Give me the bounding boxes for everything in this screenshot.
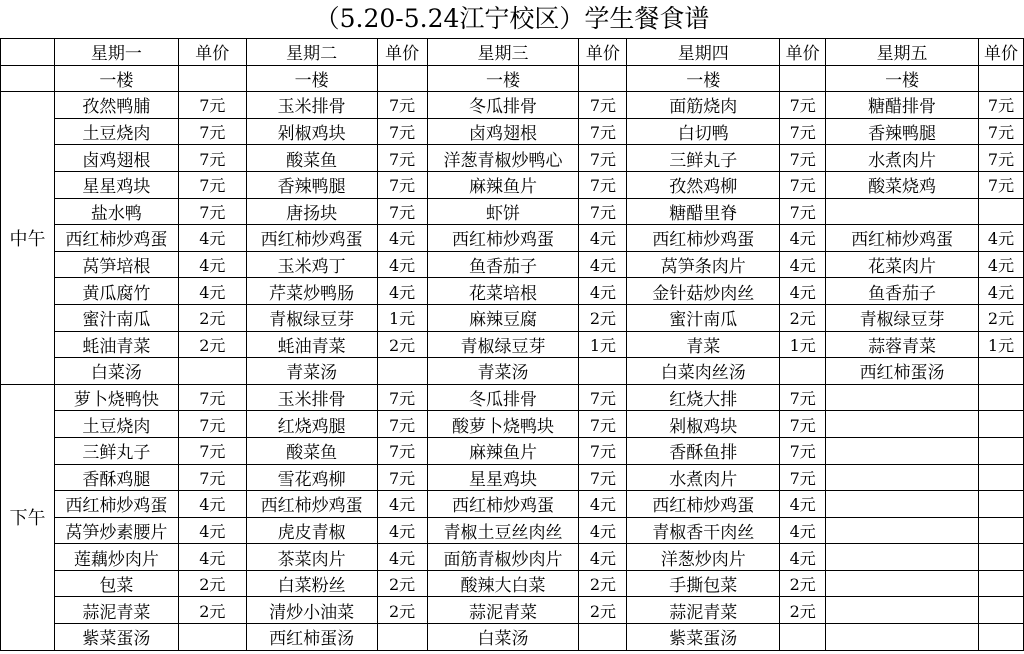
dish-price: 7元 xyxy=(978,171,1023,198)
dish-name: 唐扬块 xyxy=(246,198,377,225)
empty-cell xyxy=(978,517,1023,544)
soup-price-blank xyxy=(978,358,1023,385)
dish-price: 7元 xyxy=(978,118,1023,145)
floor-label: 一楼 xyxy=(54,65,178,92)
dish-name: 蒜泥青菜 xyxy=(54,597,178,624)
dish-name: 鱼香茄子 xyxy=(427,251,579,278)
dish-name: 红烧鸡腿 xyxy=(246,411,377,438)
dish-name: 蜜汁南瓜 xyxy=(627,304,780,331)
dish-price: 1元 xyxy=(780,331,826,358)
empty-cell xyxy=(978,437,1023,464)
dish-name: 冬瓜排骨 xyxy=(427,384,579,411)
dish-price: 7元 xyxy=(579,437,627,464)
empty-cell xyxy=(826,384,979,411)
dish-price: 7元 xyxy=(178,464,246,491)
dish-price: 7元 xyxy=(780,198,826,225)
dish-name: 洋葱炒肉片 xyxy=(627,544,780,571)
dish-price: 7元 xyxy=(579,411,627,438)
soup-row xyxy=(1,358,1024,385)
dish-name: 蚝油青菜 xyxy=(246,331,377,358)
dish-name: 土豆烧肉 xyxy=(54,118,178,145)
dish-name: 青菜 xyxy=(627,331,780,358)
dish-name: 西红柿炒鸡蛋 xyxy=(627,225,780,252)
dish-name: 卤鸡翅根 xyxy=(54,145,178,172)
table-row xyxy=(1,544,1024,571)
dish-price: 7元 xyxy=(579,145,627,172)
dish-price: 7元 xyxy=(178,118,246,145)
table-row xyxy=(1,331,1024,358)
dish-price: 4元 xyxy=(178,278,246,305)
empty-cell xyxy=(978,464,1023,491)
dish-name: 西红柿炒鸡蛋 xyxy=(246,225,377,252)
empty-cell xyxy=(978,491,1023,518)
dish-name: 蜜汁南瓜 xyxy=(54,304,178,331)
dish-name: 白切鸭 xyxy=(627,118,780,145)
soup-price-blank xyxy=(780,358,826,385)
dish-price: 4元 xyxy=(780,544,826,571)
soup-price-blank xyxy=(579,358,627,385)
dish-name: 莴笋培根 xyxy=(54,251,178,278)
dish-price: 4元 xyxy=(377,517,427,544)
table-row xyxy=(1,145,1024,172)
dish-name: 酸萝卜烧鸭块 xyxy=(427,411,579,438)
dish-name: 酸辣大白菜 xyxy=(427,570,579,597)
dish-name: 孜然鸭脯 xyxy=(54,92,178,119)
table-row xyxy=(1,198,1024,225)
dish-name: 麻辣豆腐 xyxy=(427,304,579,331)
dish-name: 西红柿炒鸡蛋 xyxy=(54,225,178,252)
dish-name: 西红柿炒鸡蛋 xyxy=(427,225,579,252)
dish-price: 7元 xyxy=(978,92,1023,119)
floor-label: 一楼 xyxy=(826,65,979,92)
table-row xyxy=(1,491,1024,518)
empty-cell xyxy=(978,624,1023,651)
price-header: 单价 xyxy=(178,39,246,66)
table-row xyxy=(1,278,1024,305)
header-row xyxy=(1,39,1024,66)
dish-price: 4元 xyxy=(780,491,826,518)
dish-price: 4元 xyxy=(178,491,246,518)
dish-name: 盐水鸭 xyxy=(54,198,178,225)
corner-cell xyxy=(1,39,55,66)
dish-price: 4元 xyxy=(178,544,246,571)
dish-price: 4元 xyxy=(178,225,246,252)
dish-price: 7元 xyxy=(178,411,246,438)
floor-price-blank xyxy=(978,65,1023,92)
dish-price: 4元 xyxy=(579,544,627,571)
dish-price: 2元 xyxy=(377,597,427,624)
table-row xyxy=(1,171,1024,198)
floor-label: 一楼 xyxy=(627,65,780,92)
dish-price: 2元 xyxy=(178,597,246,624)
table-row xyxy=(1,570,1024,597)
dish-name: 青椒绿豆芽 xyxy=(427,331,579,358)
soup-price-blank xyxy=(377,624,427,651)
dish-price: 4元 xyxy=(978,225,1023,252)
table-row xyxy=(1,437,1024,464)
dish-name: 蚝油青菜 xyxy=(54,331,178,358)
dish-price: 7元 xyxy=(178,171,246,198)
dish-price: 7元 xyxy=(377,464,427,491)
dish-name: 莴笋炒素腰片 xyxy=(54,517,178,544)
empty-cell xyxy=(978,597,1023,624)
dish-price: 7元 xyxy=(780,464,826,491)
dish-price: 7元 xyxy=(178,198,246,225)
dish-price: 7元 xyxy=(579,198,627,225)
dish-name: 花菜培根 xyxy=(427,278,579,305)
dish-price: 7元 xyxy=(780,171,826,198)
dish-name: 鱼香茄子 xyxy=(826,278,979,305)
dish-price: 7元 xyxy=(377,437,427,464)
table-row xyxy=(1,225,1024,252)
dish-price: 4元 xyxy=(377,544,427,571)
dish-name: 西红柿炒鸡蛋 xyxy=(246,491,377,518)
dish-name: 黄瓜腐竹 xyxy=(54,278,178,305)
dish-name: 清炒小油菜 xyxy=(246,597,377,624)
dish-name: 香辣鸭腿 xyxy=(826,118,979,145)
dish-price: 7元 xyxy=(377,198,427,225)
soup-name: 白菜汤 xyxy=(54,358,178,385)
dish-name: 水煮肉片 xyxy=(826,145,979,172)
dish-price: 7元 xyxy=(377,145,427,172)
dish-price: 1元 xyxy=(579,331,627,358)
page-title: （5.20-5.24江宁校区）学生餐食谱 xyxy=(314,4,710,33)
dish-name: 手撕包菜 xyxy=(627,570,780,597)
dish-name: 西红柿炒鸡蛋 xyxy=(627,491,780,518)
dish-price: 4元 xyxy=(579,251,627,278)
dish-name: 西红柿炒鸡蛋 xyxy=(427,491,579,518)
dish-price: 1元 xyxy=(978,331,1023,358)
empty-cell xyxy=(826,544,979,571)
price-header: 单价 xyxy=(377,39,427,66)
floor-price-blank xyxy=(579,65,627,92)
dish-price: 4元 xyxy=(780,251,826,278)
soup-price-blank xyxy=(178,624,246,651)
day-header: 星期五 xyxy=(826,39,979,66)
dish-price: 7元 xyxy=(978,145,1023,172)
price-header: 单价 xyxy=(780,39,826,66)
dish-name: 糖醋里脊 xyxy=(627,198,780,225)
dish-name: 糖醋排骨 xyxy=(826,92,979,119)
dish-price: 7元 xyxy=(377,171,427,198)
day-header: 星期一 xyxy=(54,39,178,66)
dish-name: 土豆烧肉 xyxy=(54,411,178,438)
dish-price: 4元 xyxy=(579,517,627,544)
dish-price: 4元 xyxy=(780,517,826,544)
dish-price: 7元 xyxy=(780,92,826,119)
dish-name: 香酥鱼排 xyxy=(627,437,780,464)
empty-cell xyxy=(826,624,979,651)
dish-name: 孜然鸡柳 xyxy=(627,171,780,198)
dish-name: 青椒绿豆芽 xyxy=(246,304,377,331)
dish-name: 三鲜丸子 xyxy=(54,437,178,464)
dish-price: 2元 xyxy=(178,570,246,597)
soup-row xyxy=(1,624,1024,651)
empty-cell xyxy=(826,464,979,491)
dish-name: 星星鸡块 xyxy=(427,464,579,491)
soup-name: 西红柿蛋汤 xyxy=(826,358,979,385)
dish-name: 玉米鸡丁 xyxy=(246,251,377,278)
dish-price: 2元 xyxy=(579,304,627,331)
dish-price: 7元 xyxy=(377,384,427,411)
table-row xyxy=(1,411,1024,438)
dish-price: 2元 xyxy=(780,304,826,331)
dish-name: 剁椒鸡块 xyxy=(627,411,780,438)
floor-price-blank xyxy=(780,65,826,92)
dish-price: 7元 xyxy=(178,92,246,119)
empty-cell xyxy=(978,544,1023,571)
menu-table xyxy=(0,38,1024,651)
dish-price: 7元 xyxy=(780,118,826,145)
dish-name: 虾饼 xyxy=(427,198,579,225)
dish-price: 7元 xyxy=(178,384,246,411)
dish-name: 萝卜烧鸭快 xyxy=(54,384,178,411)
lunch-blank-cell xyxy=(1,65,55,92)
dish-price: 4元 xyxy=(377,251,427,278)
dish-price: 4元 xyxy=(579,491,627,518)
dish-name: 雪花鸡柳 xyxy=(246,464,377,491)
dish-name: 酸菜鱼 xyxy=(246,145,377,172)
dish-price: 2元 xyxy=(178,331,246,358)
dish-name: 麻辣鱼片 xyxy=(427,171,579,198)
dish-price: 7元 xyxy=(178,145,246,172)
dish-name: 红烧大排 xyxy=(627,384,780,411)
dish-price: 2元 xyxy=(780,597,826,624)
dish-price: 7元 xyxy=(579,118,627,145)
dish-name: 剁椒鸡块 xyxy=(246,118,377,145)
dish-price: 7元 xyxy=(579,384,627,411)
empty-cell xyxy=(978,570,1023,597)
dish-name: 莴笋条肉片 xyxy=(627,251,780,278)
dish-name: 卤鸡翅根 xyxy=(427,118,579,145)
dish-price: 2元 xyxy=(377,570,427,597)
dish-name: 面筋烧肉 xyxy=(627,92,780,119)
dish-price: 4元 xyxy=(780,225,826,252)
empty-cell xyxy=(826,517,979,544)
table-row xyxy=(1,597,1024,624)
dish-price: 2元 xyxy=(579,597,627,624)
dish-price: 4元 xyxy=(780,278,826,305)
dish-name: 莲藕炒肉片 xyxy=(54,544,178,571)
empty-cell xyxy=(826,437,979,464)
dish-name: 青椒香干肉丝 xyxy=(627,517,780,544)
dish-name xyxy=(826,198,979,225)
empty-cell xyxy=(826,411,979,438)
day-header: 星期四 xyxy=(627,39,780,66)
dish-name: 金针菇炒肉丝 xyxy=(627,278,780,305)
soup-price-blank xyxy=(377,358,427,385)
dish-name: 虎皮青椒 xyxy=(246,517,377,544)
price-header: 单价 xyxy=(978,39,1023,66)
dish-name: 酸菜烧鸡 xyxy=(826,171,979,198)
dish-name: 玉米排骨 xyxy=(246,92,377,119)
floor-price-blank xyxy=(377,65,427,92)
dish-name: 洋葱青椒炒鸭心 xyxy=(427,145,579,172)
dish-price: 4元 xyxy=(178,517,246,544)
dish-price: 7元 xyxy=(178,437,246,464)
table-row xyxy=(1,517,1024,544)
table-row xyxy=(1,464,1024,491)
table-row xyxy=(1,384,1024,411)
dish-name: 青椒绿豆芽 xyxy=(826,304,979,331)
dish-name: 青椒土豆丝肉丝 xyxy=(427,517,579,544)
dish-price: 4元 xyxy=(377,278,427,305)
dish-price: 7元 xyxy=(377,411,427,438)
dish-price: 7元 xyxy=(579,171,627,198)
price-header: 单价 xyxy=(579,39,627,66)
soup-name: 白菜汤 xyxy=(427,624,579,651)
empty-cell xyxy=(826,570,979,597)
dish-price: 2元 xyxy=(780,570,826,597)
dish-price: 7元 xyxy=(377,92,427,119)
dish-price: 2元 xyxy=(978,304,1023,331)
dish-name: 水煮肉片 xyxy=(627,464,780,491)
dish-price: 4元 xyxy=(978,278,1023,305)
soup-name: 青菜汤 xyxy=(246,358,377,385)
dish-price: 7元 xyxy=(377,118,427,145)
empty-cell xyxy=(978,384,1023,411)
dish-price: 7元 xyxy=(780,437,826,464)
dish-name: 麻辣鱼片 xyxy=(427,437,579,464)
empty-cell xyxy=(978,411,1023,438)
table-row xyxy=(1,118,1024,145)
dish-price: 2元 xyxy=(579,570,627,597)
soup-price-blank xyxy=(178,358,246,385)
empty-cell xyxy=(826,597,979,624)
meal-label-lunch: 中午 xyxy=(1,92,55,385)
dish-name: 茶菜肉片 xyxy=(246,544,377,571)
dish-name: 蒜泥青菜 xyxy=(427,597,579,624)
empty-cell xyxy=(826,491,979,518)
dish-name: 玉米排骨 xyxy=(246,384,377,411)
floor-label: 一楼 xyxy=(246,65,377,92)
dish-name: 酸菜鱼 xyxy=(246,437,377,464)
dish-price: 4元 xyxy=(377,225,427,252)
dish-price: 4元 xyxy=(579,278,627,305)
floor-label: 一楼 xyxy=(427,65,579,92)
dish-price: 2元 xyxy=(178,304,246,331)
soup-name: 西红柿蛋汤 xyxy=(246,624,377,651)
soup-price-blank xyxy=(780,624,826,651)
dish-name: 三鲜丸子 xyxy=(627,145,780,172)
dish-name: 蒜泥青菜 xyxy=(627,597,780,624)
soup-name: 青菜汤 xyxy=(427,358,579,385)
dish-name: 冬瓜排骨 xyxy=(427,92,579,119)
dish-price xyxy=(978,198,1023,225)
dish-name: 花菜肉片 xyxy=(826,251,979,278)
soup-name: 紫菜蛋汤 xyxy=(627,624,780,651)
dish-price: 4元 xyxy=(978,251,1023,278)
table-row xyxy=(1,304,1024,331)
dish-name: 包菜 xyxy=(54,570,178,597)
dish-name: 芹菜炒鸭肠 xyxy=(246,278,377,305)
dish-price: 7元 xyxy=(579,464,627,491)
dish-price: 7元 xyxy=(579,92,627,119)
day-header: 星期三 xyxy=(427,39,579,66)
soup-name: 白菜肉丝汤 xyxy=(627,358,780,385)
dish-name: 星星鸡块 xyxy=(54,171,178,198)
dish-name: 香酥鸡腿 xyxy=(54,464,178,491)
dish-price: 2元 xyxy=(377,331,427,358)
soup-name: 紫菜蛋汤 xyxy=(54,624,178,651)
dish-name: 白菜粉丝 xyxy=(246,570,377,597)
table-row xyxy=(1,92,1024,119)
dish-name: 蒜蓉青菜 xyxy=(826,331,979,358)
day-header: 星期二 xyxy=(246,39,377,66)
dish-price: 7元 xyxy=(780,384,826,411)
table-row xyxy=(1,251,1024,278)
dish-name: 面筋青椒炒肉片 xyxy=(427,544,579,571)
dish-price: 4元 xyxy=(579,225,627,252)
meal-label-dinner: 下午 xyxy=(1,384,55,650)
soup-price-blank xyxy=(579,624,627,651)
dish-price: 4元 xyxy=(178,251,246,278)
dish-price: 7元 xyxy=(780,145,826,172)
dish-price: 1元 xyxy=(377,304,427,331)
floor-row xyxy=(1,65,1024,92)
dish-name: 西红柿炒鸡蛋 xyxy=(54,491,178,518)
dish-name: 香辣鸭腿 xyxy=(246,171,377,198)
dish-price: 4元 xyxy=(377,491,427,518)
floor-price-blank xyxy=(178,65,246,92)
dish-name: 西红柿炒鸡蛋 xyxy=(826,225,979,252)
dish-price: 7元 xyxy=(780,411,826,438)
